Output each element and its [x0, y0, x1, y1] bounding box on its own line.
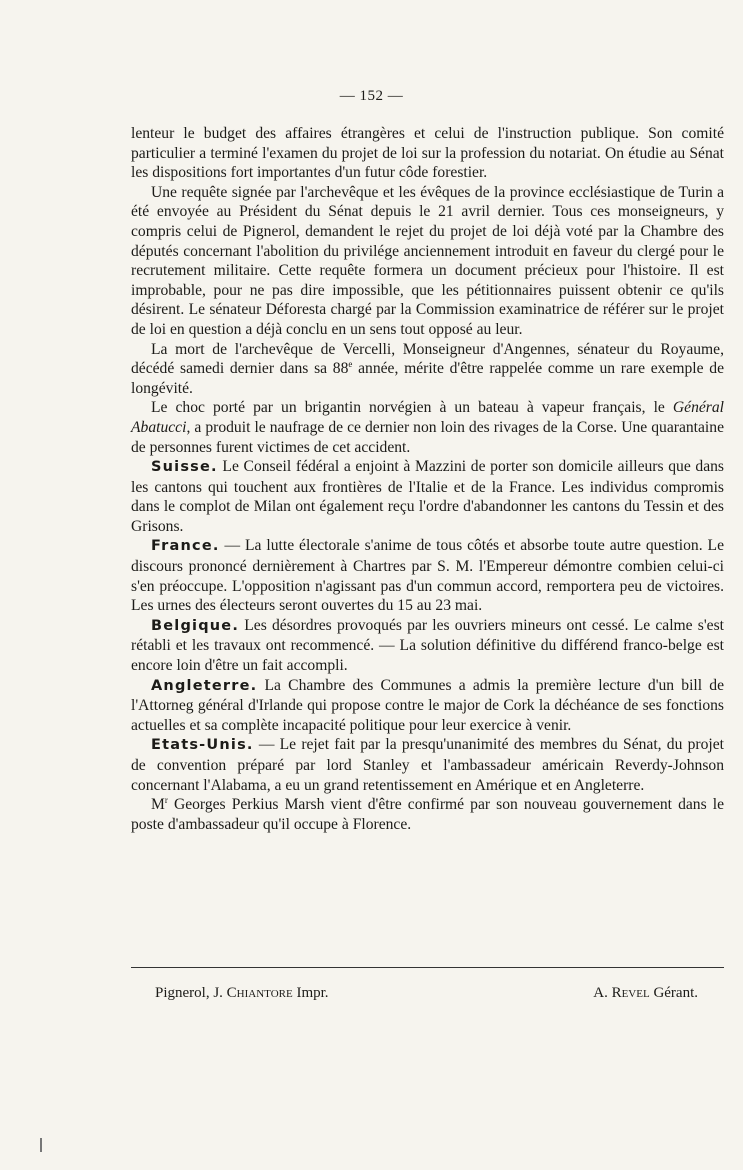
margin-mark	[40, 1138, 42, 1152]
paragraph-senate-budget	[131, 124, 724, 183]
superscript: e	[348, 358, 353, 369]
country-heading: Angleterre.	[151, 677, 258, 694]
paragraph-text: , a produit le naufrage de ce dernier non loin des rivages de la Corse. Une quarantaine de personnes furent victimes de cet accident.	[131, 418, 724, 456]
printer-name: Chiantore	[226, 985, 293, 1001]
printer-credit	[155, 985, 329, 1002]
paragraph-etats-unis	[131, 735, 724, 795]
manager-credit	[593, 985, 698, 1002]
paragraph-marsh	[131, 795, 724, 834]
ship-name: Général Abatucci	[131, 399, 724, 436]
printer-prefix: Pignerol, J.	[155, 985, 227, 1001]
paragraph-shipwreck	[131, 398, 724, 457]
paragraph-angleterre	[131, 676, 724, 736]
paragraph-text: Georges Perkius Marsh vient d'être confirmé par son nouveau gouvernement dans le poste d'ambassadeur qu'il occupe à Florence.	[131, 796, 724, 833]
footer-rule	[131, 967, 724, 968]
paragraph-text: Les désordres provoqués par les ouvriers mineurs ont cessé. Le calme s'est rétabli et les travaux ont recommencé. — La solution définitive du différend franco-belge est encore loin d'être un fait accompli.	[131, 616, 724, 675]
superscript: r	[164, 795, 168, 805]
paragraph-text: La mort de l'archevêque de Vercelli, Monseigneur d'Angennes, sénateur du Royaume, décédé samedi dernier dans sa 88	[131, 340, 724, 378]
paragraph-text: M	[151, 796, 165, 814]
country-heading: Belgique.	[151, 617, 240, 634]
paragraph-text: lenteur le budget des affaires étrangères et celui de l'instruction publique. Son comité particulier a terminé l'examen du projet de loi sur la profession du notariat. On étudie au Sénat les dispositions fort importantes d'un futur côde forestier.	[131, 125, 724, 182]
paragraph-text: — La lutte électorale s'anime de tous côtés et absorbe toute autre question. Le discours prononcé dernièrement à Chartres par S. M. l'Empereur démontre combien celui-ci s'en préoccupe. L'opposition n'agissant pas d'un commun accord, remportera peu de victoires. Les urnes des électeurs seront ouvertes du 15 au 23 mai.	[131, 537, 724, 615]
printer-suffix: Impr.	[292, 985, 329, 1001]
page-number: — 152 —	[339, 88, 404, 104]
country-heading: Suisse.	[151, 459, 218, 476]
paragraph-text: année, mérite d'être rappelée comme un rare exemple de longévité.	[131, 360, 724, 397]
paragraph-france	[131, 536, 724, 615]
country-heading: Etats-Unis.	[151, 737, 254, 754]
paragraph-belgique	[131, 616, 724, 676]
paragraph-text: La Chambre des Communes a admis la première lecture d'un bill de l'Attorneg général d'Irlande qui propose contre le major de Cork la déchéance de ses fonctions actuelles et sa complète incapacité politique pour leur exercice à venir.	[131, 676, 724, 734]
paragraph-text: Le Conseil fédéral a enjoint à Mazzini de porter son domicile ailleurs que dans les cantons qui touchent aux frontières de l'Italie et de la France. Les individus compromis dans le complot de Milan ont également reçu l'ordre d'abandonner les cantons du Tessin et des Grisons.	[131, 458, 724, 535]
paragraph-turin-petition	[131, 183, 724, 340]
article-body	[131, 124, 724, 834]
imprint-footer	[155, 985, 698, 1002]
manager-suffix: Gérant.	[649, 985, 698, 1001]
paragraph-suisse	[131, 457, 724, 536]
paragraph-text: Le choc porté par un brigantin norvégien à un bateau à vapeur français, le	[151, 399, 673, 417]
paragraph-text: — Le rejet fait par la presqu'unanimité des membres du Sénat, du projet de convention préparé par lord Stanley et l'ambassadeur américain Reverdy-Johnson concernant l'Alabama, a eu un grand retentissement en Amérique et en Angleterre.	[131, 736, 724, 794]
paragraph-vercelli	[131, 340, 724, 399]
manager-name: Revel	[611, 985, 650, 1001]
manager-prefix: A.	[593, 985, 612, 1001]
country-heading: France.	[151, 538, 220, 555]
paragraph-text: Une requête signée par l'archevêque et les évêques de la province ecclésiastique de Turin a été envoyée au Président du Sénat depuis le 21 avril dernier. Tous ces monseigneurs, y compris celui de Pignerol, demandent le rejet du projet de loi déjà voté par la Chambre des députés concernant l'abolition du privilége anciennement introduit en faveur du clergé pour le recrutement militaire. Cette requête formera un document précieux pour l'histoire. Il est improbable, pour ne pas dire impossible, que les pétitionnaires puissent obtenir ce qu'ils désirent. Le sénateur Déforesta chargé par la Commission examinatrice de référer sur le projet de loi en question a déjà conclu en un sens tout opposé au leur.	[131, 183, 724, 338]
